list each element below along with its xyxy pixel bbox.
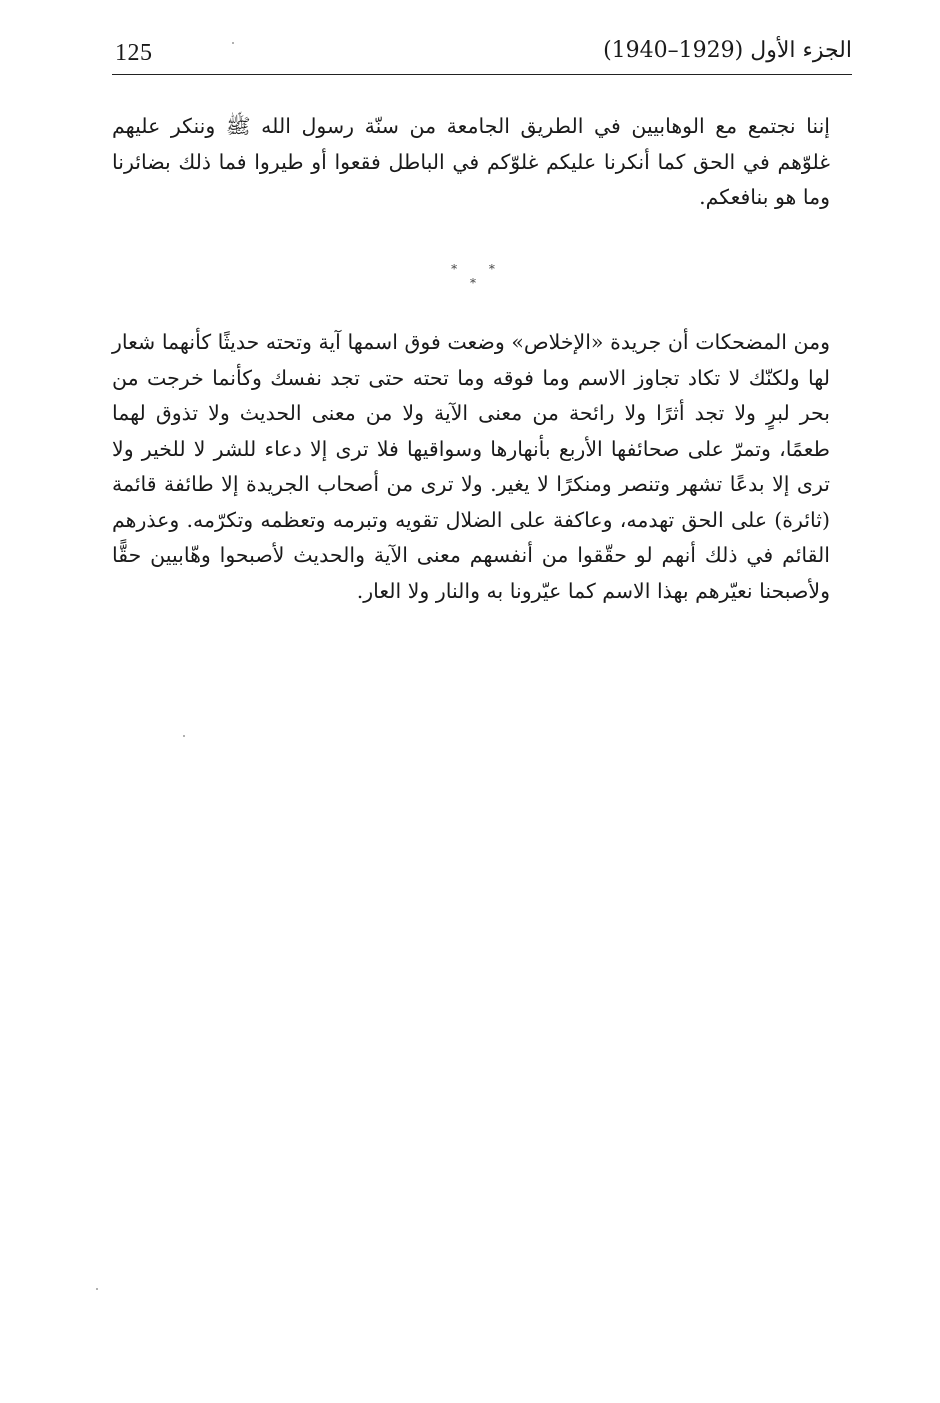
header-rule — [112, 74, 852, 75]
scan-speck — [232, 42, 234, 44]
page-number: 125 — [115, 40, 153, 66]
paragraph-2: ومن المضحكات أن جريدة «الإخلاص» وضعت فوق اسمها آية وتحته حديثًا كأنهما شعار لها ولكنّك لا تكاد تجاوز الاسم وما فوقه وما تحته حتى تجد نفسك وكأنما خرجت من بحر لبرٍ ولا تجد أثرًا ولا رائحة من معنى الآية ولا من معنى الحديث ولا تذوق لهما طعمًا، وتمرّ على صحائفها الأربع بأنهارها وسواقيها فلا ترى إلا دعاء للشر لا للخير ولا ترى إلا بدعًا تشهر وتنصر ومنكرًا لا يغير. ولا ترى من أصحاب الجريدة إلا طائفة قائمة (ثائرة) على الحق تهدمه، وعاكفة على الضلال تقويه وتبرمه وتعظمه وتكرّمه. وعذرهم القائم في ذلك أنهم لو حقّقوا من أنفسهم معنى الآية والحديث لأصبحوا وهّابيين حقًّا ولأصبحنا نعيّرهم بهذا الاسم كما عيّرونا به والنار ولا العار. — [112, 330, 830, 603]
scan-speck — [183, 735, 185, 737]
running-title: الجزء الأول (1929–1940) — [603, 38, 852, 63]
page-header — [112, 36, 852, 74]
section-separator: * * * — [451, 262, 509, 290]
scan-speck — [96, 1288, 98, 1290]
paragraph-1: إننا نجتمع مع الوهابيين في الطريق الجامعة من سنّة رسول الله ﷺ وننكر عليهم غلوّهم في الحق كما أنكرنا عليكم غلوّكم في الباطل فقعوا أو طيروا فما ذلك بضائرنا وما هو بنافعكم. — [112, 114, 830, 209]
